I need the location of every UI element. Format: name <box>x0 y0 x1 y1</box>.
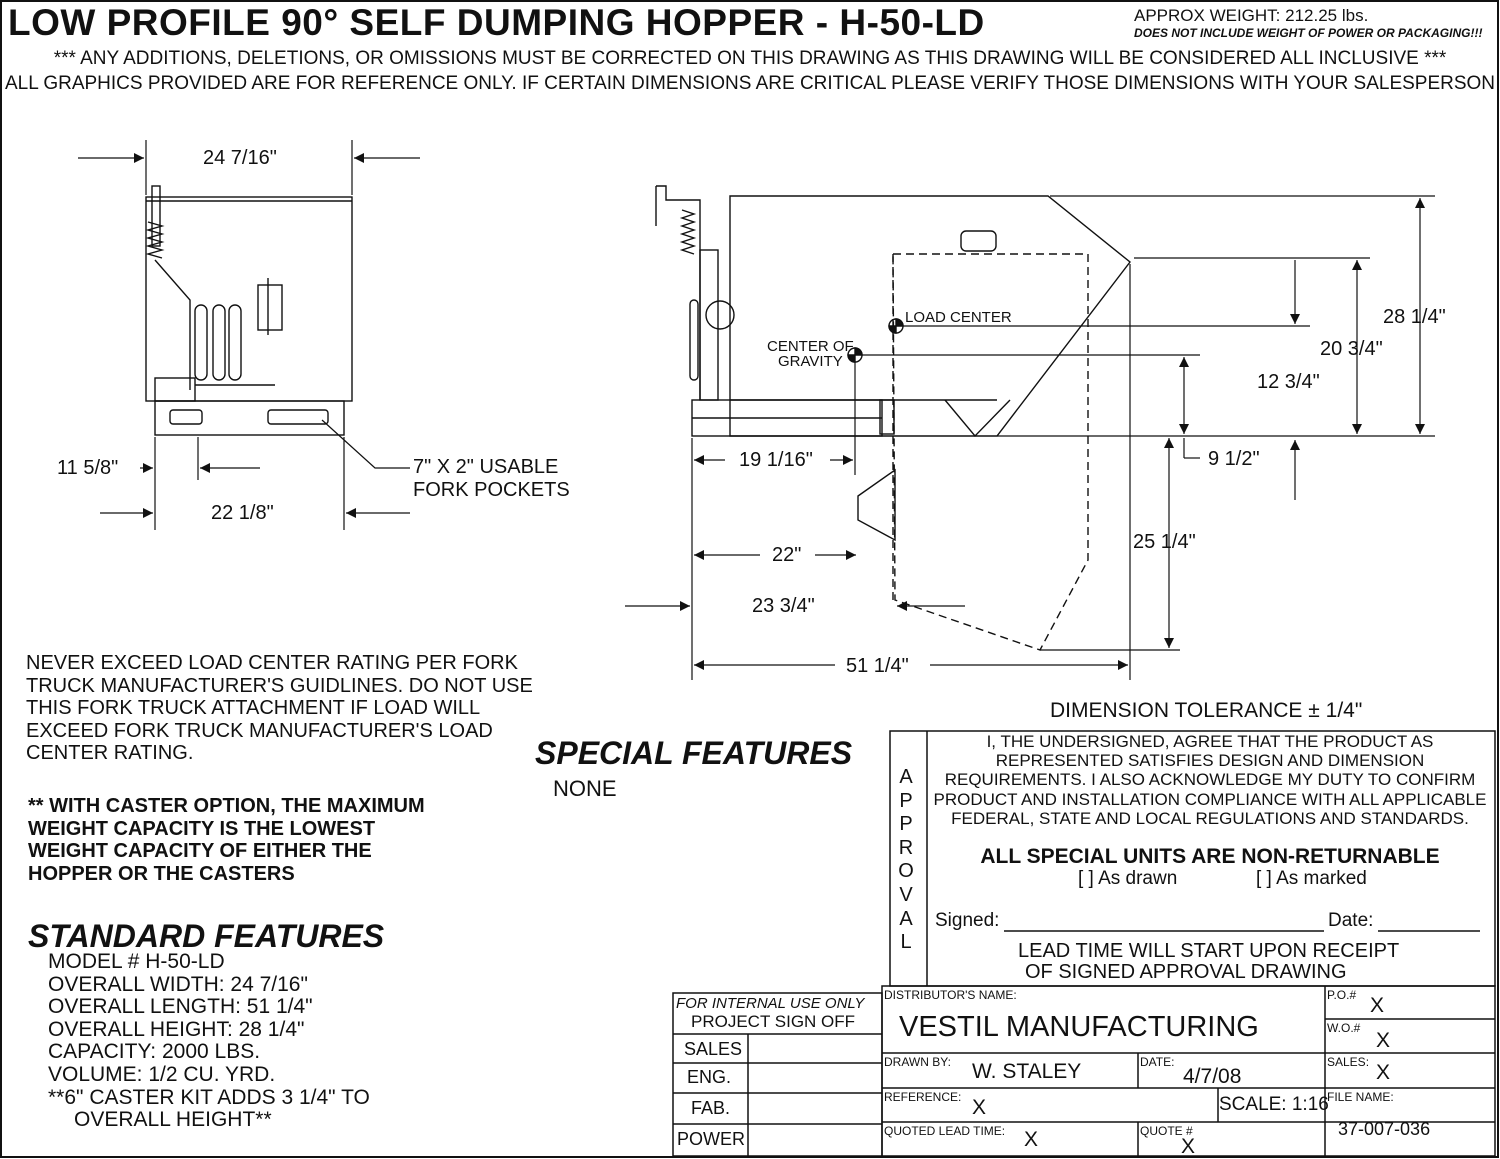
dim-len-19: 19 1/16" <box>739 449 813 471</box>
signoff-fab: FAB. <box>691 1098 731 1118</box>
as-drawn-checkbox[interactable]: [ ] As drawn <box>1078 868 1178 889</box>
dim-offset: 11 5/8" <box>57 457 119 479</box>
signoff-sales: SALES <box>684 1039 743 1059</box>
wo-label: W.O.# <box>1327 1021 1361 1035</box>
reference-value: X <box>972 1096 987 1119</box>
load-center-warning: NEVER EXCEED LOAD CENTER RATING PER FORK TRUCK MANUFACTURER'S GUIDLINES. DO NOT USE THIS FORK TRUCK ATTACHMENT IF LOAD WILL EXCEED FORK TRUCK MANUFACTURER'S LOAD CENTER RATING. <box>26 652 533 765</box>
po-value: X <box>1370 994 1385 1017</box>
std-feature-line: OVERALL WIDTH: 24 7/16" <box>48 972 308 996</box>
quoted-lead-label: QUOTED LEAD TIME: <box>884 1124 1006 1138</box>
fork-pockets-label-1: 7" X 2" USABLE <box>413 456 559 478</box>
approval-vertical-label: APPROVAL <box>898 766 914 954</box>
drawing-title: LOW PROFILE 90° SELF DUMPING HOPPER - H-50-LD <box>8 2 985 43</box>
signoff-eng: ENG. <box>687 1067 732 1087</box>
signed-label: Signed: <box>935 910 1000 931</box>
approval-statement: I, THE UNDERSIGNED, AGREE THAT THE PRODUCT AS REPRESENTED SATISFIES DESIGN AND DIMENSION REQUIREMENTS. I ALSO ACKNOWLEDGE MY DUTY TO CONFIRM PRODUCT AND INSTALLATION COMPLIANCE WITH ALL APPLICABLE FEDERAL, STATE AND LOCAL REGULATIONS AND STANDARDS. <box>933 732 1487 828</box>
scale-value: SCALE: 1:16 <box>1219 1094 1329 1115</box>
sales-value: X <box>1376 1061 1391 1084</box>
non-returnable-notice: ALL SPECIAL UNITS ARE NON-RETURNABLE <box>980 845 1440 868</box>
special-features-value: NONE <box>553 776 617 801</box>
date-field-label: DATE: <box>1140 1055 1175 1069</box>
quoted-lead-value: X <box>1024 1128 1039 1151</box>
as-marked-checkbox[interactable]: [ ] As marked <box>1256 868 1367 889</box>
weight-note: DOES NOT INCLUDE WEIGHT OF POWER OR PACKAGING!!! <box>1134 26 1483 40</box>
dim-pocket-spacing: 22 1/8" <box>211 502 274 524</box>
file-name-label: FILE NAME: <box>1327 1090 1394 1104</box>
lead-time-note-2: OF SIGNED APPROVAL DRAWING <box>1025 961 1347 983</box>
wo-value: X <box>1376 1029 1391 1052</box>
dim-height-20: 20 3/4" <box>1320 338 1383 360</box>
drawn-by-label: DRAWN BY: <box>884 1055 951 1069</box>
po-label: P.O.# <box>1327 988 1357 1002</box>
distributor-name: VESTIL MANUFACTURING <box>899 1011 1259 1043</box>
std-feature-line: OVERALL LENGTH: 51 1/4" <box>48 995 313 1019</box>
dim-len-22: 22" <box>772 544 802 566</box>
standard-features-heading: STANDARD FEATURES <box>28 918 385 954</box>
std-feature-line: CAPACITY: 2000 LBS. <box>48 1040 261 1064</box>
approx-weight: APPROX WEIGHT: 212.25 lbs. <box>1134 6 1369 25</box>
std-feature-line: MODEL # H-50-LD <box>48 950 225 973</box>
std-feature-line: OVERALL HEIGHT** <box>74 1108 272 1132</box>
date-label: Date: <box>1328 910 1374 931</box>
sales-label: SALES: <box>1327 1055 1370 1069</box>
dim-height-9: 9 1/2" <box>1208 448 1260 470</box>
notice-reference: ALL GRAPHICS PROVIDED ARE FOR REFERENCE ONLY. IF CERTAIN DIMENSIONS ARE CRITICAL PLEASE VERIFY THOSE DIMENSIONS WITH YOUR SALESPERSON <box>4 73 1496 94</box>
dim-len-23: 23 3/4" <box>752 595 815 617</box>
quote-value: X <box>1181 1135 1196 1158</box>
std-feature-line: VOLUME: 1/2 CU. YRD. <box>48 1062 276 1086</box>
drawn-by-value: W. STALEY <box>972 1060 1082 1083</box>
internal-use-label: FOR INTERNAL USE ONLY <box>676 995 865 1012</box>
std-feature-line: **6" CASTER KIT ADDS 3 1/4" TO <box>48 1085 370 1109</box>
standard-features-list <box>48 951 370 1132</box>
dim-dump-25: 25 1/4" <box>1133 531 1196 553</box>
special-features-heading: SPECIAL FEATURES <box>535 735 853 771</box>
std-feature-line: OVERALL HEIGHT: 28 1/4" <box>48 1017 305 1041</box>
reference-label: REFERENCE: <box>884 1090 962 1104</box>
date-field-value: 4/7/08 <box>1183 1065 1242 1088</box>
dim-overall-height: 28 1/4" <box>1383 306 1446 328</box>
project-signoff-label: PROJECT SIGN OFF <box>691 1012 856 1031</box>
cog-label-2: GRAVITY <box>778 353 843 370</box>
dim-width: 24 7/16" <box>203 147 277 169</box>
dimension-tolerance: DIMENSION TOLERANCE ± 1/4" <box>1050 699 1363 722</box>
side-view <box>656 186 1130 650</box>
side-dims <box>625 196 1435 680</box>
caster-note: ** WITH CASTER OPTION, THE MAXIMUM WEIGHT CAPACITY IS THE LOWEST WEIGHT CAPACITY OF EITHER THE HOPPER OR THE CASTERS <box>28 795 425 885</box>
signoff-power: POWER <box>677 1129 746 1149</box>
cog-label-1: CENTER OF <box>767 338 854 355</box>
front-view <box>146 186 352 435</box>
dim-len-51: 51 1/4" <box>846 655 909 677</box>
distributor-label: DISTRIBUTOR'S NAME: <box>884 988 1017 1002</box>
dim-height-12: 12 3/4" <box>1257 371 1320 393</box>
fork-pockets-label-2: FORK POCKETS <box>413 479 570 501</box>
front-dims <box>78 140 420 530</box>
quote-label: QUOTE # <box>1140 1124 1193 1138</box>
load-center-label: LOAD CENTER <box>905 309 1012 326</box>
file-name-value: 37-007-036 <box>1338 1119 1431 1139</box>
lead-time-note-1: LEAD TIME WILL START UPON RECEIPT <box>1018 940 1400 962</box>
notice-inclusive: *** ANY ADDITIONS, DELETIONS, OR OMISSIONS MUST BE CORRECTED ON THIS DRAWING AS THIS DRAWING WILL BE CONSIDERED ALL INCLUSIVE *** <box>53 48 1447 69</box>
